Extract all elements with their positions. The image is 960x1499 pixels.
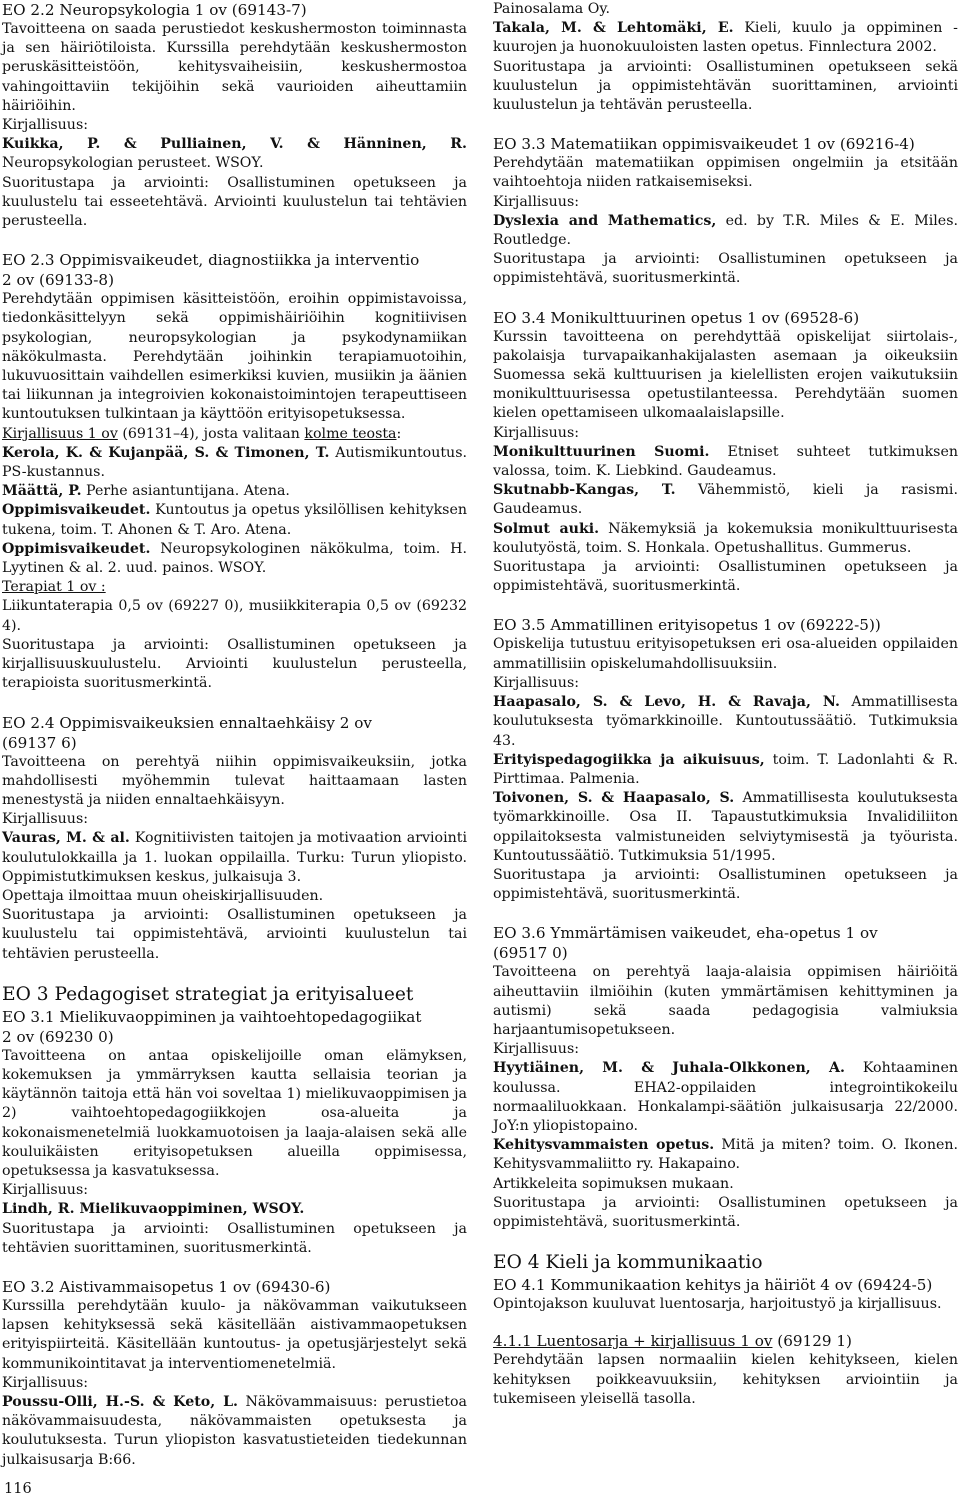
reference-author: Skutnabb-Kangas, T. <box>493 482 676 499</box>
section-body: Tavoitteena on saada perustiedot keskushermoston toiminnasta ja sen häiriötiloista. Kurssilla perehdytään keskushermoston peruskäsitteistöön, kehitysvaiheisiin, keskushermostoa vahingoittaviin tekijöihin sekä vaurioiden aiheuttamiin häiriöihin. <box>2 21 467 114</box>
subsection-title-underlined: 4.1.1 Luentosarja + kirjallisuus 1 ov <box>493 1332 773 1351</box>
reference-author: Poussu-Olli, H.-S. & Keto, L. <box>2 1393 238 1410</box>
assessment-text: Suoritustapa ja arviointi: Osallistuminen opetukseen ja oppimistehtävä, suoritusmerkintä. <box>493 559 958 595</box>
literature-line <box>2 425 467 444</box>
reference-author: Erityispedagogiikka ja aikuisuus, <box>493 751 765 768</box>
reference-author: Hyytiäinen, M. & Juhala-Olkkonen, A. <box>493 1060 845 1077</box>
assessment-text: Suoritustapa ja arviointi: Osallistuminen opetukseen ja oppimistehtävä, suoritusmerkintä. <box>493 251 958 287</box>
section-title: EO 3.3 Matematiikan oppimisvaikeudet 1 ov (69216-4) <box>493 135 915 154</box>
chapter-eo-4 <box>493 1251 958 1409</box>
reference-text: Neuropsykologinen näkökulma, toim. H. Lyytinen & al. 2. uud. painos. WSOY. <box>2 540 467 577</box>
reference-entry <box>493 1059 958 1136</box>
continued-text: Painosalama Oy. <box>493 1 611 17</box>
section-body: Kurssilla perehdytään kuulo- ja näkövamman vaikutukseen lapsen kehityksessä sekä käsitellään aistivammaopetuksen erityispiirteitä. Käsitellään kuntoutus- ja opetusjärjestelyt sekä kommunikointitavat ja interventiomenetelmiä. <box>2 1297 467 1372</box>
literature-label: Kirjallisuus: <box>493 1041 580 1058</box>
section-title: EO 2.2 Neuropsykologia 1 ov (69143-7) <box>2 1 307 19</box>
reference-entry <box>493 481 958 519</box>
extra-note: Artikkeleita sopimuksen mukaan. <box>493 1175 734 1192</box>
reference-entry <box>2 135 467 173</box>
assessment-text: Suoritustapa ja arviointi: Osallistuminen opetukseen sekä kuulustelun ja oppimistehtävän suorittaminen, arviointi kuulustelun ja tehtävän perusteella. <box>493 58 958 114</box>
chapter-title: EO 3 Pedagogiset strategiat ja erityisalueet <box>2 983 414 1005</box>
reference-text: Neuropsykologian perusteet. WSOY. <box>2 155 264 172</box>
section-title: EO 3.5 Ammatillinen erityisopetus 1 ov (69222-5)) <box>493 616 881 635</box>
course-eo-3-5 <box>493 615 958 904</box>
reference-entry <box>493 751 958 789</box>
assessment-text: Suoritustapa ja arviointi: Osallistuminen opetukseen ja tehtävien suorittaminen, suoritusmerkintä. <box>2 1220 467 1256</box>
chapter-eo-3 <box>2 983 467 1258</box>
literature-label: Kirjallisuus: <box>2 1374 89 1391</box>
course-eo-3-3 <box>493 134 958 288</box>
reference-text: Mitä ja miten? toim. O. Ikonen. Kehitysvammaliitto ry. Hakapaino. <box>493 1137 959 1173</box>
section-title: EO 3.6 Ymmärtämisen vaikeudet, eha-opetus 1 ov <box>493 924 878 943</box>
section-title-line2: 2 ov (69230 0) <box>2 1027 114 1046</box>
section-title: EO 4.1 Kommunikaation kehitys ja häiriöt 4 ov (69424-5) <box>493 1276 933 1295</box>
section-title-line2: 2 ov (69133-8) <box>2 271 115 290</box>
reference-text: Vähemmistö, kieli ja rasismi. Gaudeamus. <box>493 482 958 518</box>
reference-entry <box>2 501 467 539</box>
reference-text: Näkemyksiä ja kokemuksia monikulttuurisesta koulutyöstä, toim. S. Honkala. Opetushallitus. Gummerus. <box>493 520 958 556</box>
reference-author: Oppimisvaikeudet. <box>2 540 151 557</box>
reference-author: Haapasalo, S. & Levo, H. & Ravaja, N. <box>493 694 840 711</box>
section-body: Perehdytään oppimisen käsitteistöön, eroihin oppimistavoissa, tiedonkäsittelyyn sekä oppimishäiriöihin kognitiivisen psykologian, neuropsykologian ja psykodynamiikan näkökulmasta. Perehdytään joihinkin terapiamuotoihin, lukuvuosittain vaihdellen esimerkiksi kuvien, musiikin ja äänien tai liikunnan ja integroivien kokonaistoimintojen terapeuttiseen kuntoutuksen tulkintaan ja käyttöön erityisopetuksessa. <box>2 291 467 423</box>
reference-entry <box>493 1136 958 1174</box>
reference-entry <box>2 829 467 887</box>
reference-entry <box>493 212 958 250</box>
literature-colon: : <box>396 425 402 442</box>
reference-text: Kohtaaminen koulussa. EHA2-oppilaiden integrointikokeilu normaaliluokkaan. Honkalampi-säätiön julkaisusarja 22/2000. JoY:n yliopistopaino. <box>493 1060 959 1134</box>
reference-author: Kehitysvammaisten opetus. <box>493 1137 715 1154</box>
reference-entry <box>493 19 958 57</box>
reference-text: Autismikuntoutus. PS-kustannus. <box>2 444 467 481</box>
course-eo-3-6 <box>493 923 958 1232</box>
literature-choice: kolme teosta <box>304 425 397 442</box>
section-body: Perehdytään matematiikan oppimisen ongelmiin ja etsitään vaihtoehtoja niiden ratkaisemiseksi. <box>493 155 958 191</box>
section-title: EO 3.1 Mielikuvaoppiminen ja vaihtoehtopedagogiikat <box>2 1007 422 1026</box>
reference-author: Solmut auki. <box>493 520 600 537</box>
course-eo-2-4 <box>2 713 467 964</box>
assessment-text: Suoritustapa ja arviointi: Osallistuminen opetukseen ja kuulustelu tai esseetehtävä. Arviointi kuulustelun tai tehtävien perusteella. <box>2 174 467 230</box>
reference-entry <box>2 444 467 482</box>
literature-label: Kirjallisuus: <box>493 674 580 691</box>
section-body: Opintojakson kuuluvat luentosarja, harjoitustyö ja kirjallisuus. <box>493 1296 942 1313</box>
literature-label: Kirjallisuus: <box>493 193 580 210</box>
literature-label: Kirjallisuus: <box>2 1182 89 1199</box>
subsection-body: Perehdytään lapsen normaaliin kielen kehitykseen, kielen kehityksen poikkeavuuksiin, kehityksen arviointiin ja tukemiseen yleisellä tasolla. <box>493 1352 958 1407</box>
reference-text: Näkövammaisuus: perustietoa näkövammaisuudesta, näkövammaisten opetuksesta ja koulutuksesta. Turun yliopiston kasvatustieteiden tiedekunnan julkaisusarja B:66. <box>2 1393 467 1468</box>
reference-author: Toivonen, S. & Haapasalo, S. <box>493 790 735 807</box>
subsection-title <box>493 1331 958 1351</box>
course-eo-2-3 <box>2 250 467 693</box>
therapies-label: Terapiat 1 ov : <box>2 579 106 596</box>
therapies-text: Liikuntaterapia 0,5 ov (69227 0), musiikkiterapia 0,5 ov (69232 4). <box>2 598 467 634</box>
reference-entry: Lindh, R. Mielikuvaoppiminen, WSOY. <box>2 1201 305 1218</box>
literature-credit: Kirjallisuus 1 ov <box>2 425 118 442</box>
reference-text: Ammatillisesta koulutuksesta työmarkkinoille. Kuntoutussäätiö. Tutkimuksia 43. <box>493 694 958 749</box>
section-body: Opiskelija tutustuu erityisopetuksen eri osa-alueiden oppilaiden ammatillisiin opiskelumahdollisuuksiin. <box>493 636 958 672</box>
reference-author: Kuikka, P. & Pulliainen, V. & Hänninen, R. <box>2 136 467 153</box>
reference-author: Oppimisvaikeudet. <box>2 502 151 519</box>
subsection-code: (69129 1) <box>772 1332 852 1351</box>
course-eo-3-2-continued <box>493 0 958 115</box>
reference-text: Perhe asiantuntijana. Atena. <box>81 483 290 500</box>
course-eo-2-2 <box>2 0 467 231</box>
reference-entry <box>2 1393 467 1470</box>
section-body: Tavoitteena on perehtyä niihin oppimisvaikeuksiin, jotka mahdollisesti myöhemmin tulevat haittaamaan lasten menestystä ja niiden ennaltaehkäisyyn. <box>2 753 467 808</box>
reference-entry <box>2 540 467 578</box>
literature-label: Kirjallisuus: <box>2 811 89 828</box>
section-title-line2: (69517 0) <box>493 944 568 963</box>
reference-text: Etniset suhteet tutkimuksen valossa, toim. K. Liebkind. Gaudeamus. <box>493 443 959 480</box>
reference-text: Ammatillisesta koulutuksesta työmarkkinoille. Osa II. Tapaustutkimuksia Invalidiliiton oppilaitoksesta valmistuneiden selviytymisestä ja työurista. Kuntoutussäätiö. Tutkimuksia 51/1995. <box>493 790 958 864</box>
reference-text: Kuntoutus ja opetus yksilöllisen kehityksen tukena, toim. T. Ahonen & T. Aro. Atena. <box>2 502 467 538</box>
page-number: 116 <box>4 1481 32 1497</box>
course-eo-3-2 <box>2 1277 467 1470</box>
chapter-title: EO 4 Kieli ja kommunikaatio <box>493 1252 763 1274</box>
section-title: EO 3.4 Monikulttuurinen opetus 1 ov (69528-6) <box>493 308 860 327</box>
reference-entry <box>493 443 958 481</box>
right-column <box>493 0 958 1409</box>
reference-author: Takala, M. & Lehtomäki, E. <box>493 20 734 37</box>
literature-label: Kirjallisuus: <box>2 117 89 134</box>
assessment-text: Suoritustapa ja arviointi: Osallistuminen opetukseen ja oppimistehtävä, suoritusmerkintä. <box>493 1194 958 1230</box>
left-column <box>2 0 467 1470</box>
reference-author: Dyslexia and Mathematics, <box>493 212 717 229</box>
reference-entry <box>493 693 958 751</box>
reference-entry <box>493 520 958 558</box>
course-eo-3-4 <box>493 308 958 597</box>
assessment-text: Suoritustapa ja arviointi: Osallistuminen opetukseen ja oppimistehtävä, suoritusmerkintä. <box>493 866 958 903</box>
reference-entry <box>2 482 467 501</box>
section-title: EO 2.4 Oppimisvaikeuksien ennaltaehkäisy 2 ov <box>2 713 372 732</box>
reference-text: toim. T. Ladonlahti & R. Pirttimaa. Palmenia. <box>493 751 959 787</box>
reference-text: ed. by T.R. Miles & E. Miles. Routledge. <box>493 212 958 249</box>
section-body: Tavoitteena on antaa opiskelijoille oman elämyksen, kokemuksen ja ymmärryksen kautta sellaisia teorian ja käytännön taitoja että hän voi soveltaa 1) mielikuvaoppimisen ja 2) vaihtoehtopedagogiikkojen osa-alueita ja kokonaismenetelmiä luokkamuotoisen ja laaja-alaisen sekä alle kouluikäisten erityisopetuksen alueilla oppimisessa, opetuksessa ja kasvatuksessa. <box>2 1047 467 1179</box>
literature-code: (69131–4), josta valitaan <box>117 425 305 442</box>
reference-author: Monikulttuurinen Suomi. <box>493 443 710 460</box>
reference-author: Vauras, M. & al. <box>2 830 130 847</box>
reference-text: Kieli, kuulo ja oppiminen - kuurojen ja huonokuuloisten lasten opetus. Finnlectura 2002. <box>493 20 958 56</box>
section-body: Tavoitteena on perehtyä laaja-alaisia oppimisen häiriöitä aiheuttaviin ilmiöihin (kuten ymmärtämisen kehittyminen ja autismi) sekä saada pedagogisia valmiuksia harjaantumisopetukseen. <box>493 964 958 1038</box>
reference-author: Määttä, P. <box>2 483 82 500</box>
extra-note: Opettaja ilmoittaa muun oheiskirjallisuuden. <box>2 887 324 904</box>
section-body: Kurssin tavoitteena on perehdyttää opiskelijat siirtolais-, pakolaisja turvapaikanhakijalasten asemaan ja oikeuksiin Suomessa sekä kulttuurisen ja kielellisten erojen vaikutuksiin monikulttuurisessa opetustilanteessa. Perehdytään suomen kielen opettamiseen ulkomaalaislapsille. <box>493 328 958 422</box>
section-title-line2: (69137 6) <box>2 733 77 752</box>
literature-label: Kirjallisuus: <box>493 424 580 441</box>
assessment-text: Suoritustapa ja arviointi: Osallistuminen opetukseen ja kuulustelu tai oppimistehtävä, arviointi kuulustelun tai tehtävien perusteella. <box>2 907 467 962</box>
reference-entry <box>493 789 958 866</box>
reference-author: Kerola, K. & Kujanpää, S. & Timonen, T. <box>2 444 330 461</box>
reference-text: Kognitiivisten taitojen ja motivaation arviointi koulutulokkailla ja 1. luokan oppilailla. Turku: Turun yliopisto. Oppimistutkimuksen keskus, julkaisuja 3. <box>2 830 467 885</box>
section-title: EO 3.2 Aistivammaisopetus 1 ov (69430-6) <box>2 1277 331 1296</box>
section-title: EO 2.3 Oppimisvaikeudet, diagnostiikka ja interventio <box>2 251 420 270</box>
assessment-text: Suoritustapa ja arviointi: Osallistuminen opetukseen ja kirjallisuuskuulustelu. Arviointi kuulustelun perusteella, terapioista suoritusmerkintä. <box>2 636 467 692</box>
